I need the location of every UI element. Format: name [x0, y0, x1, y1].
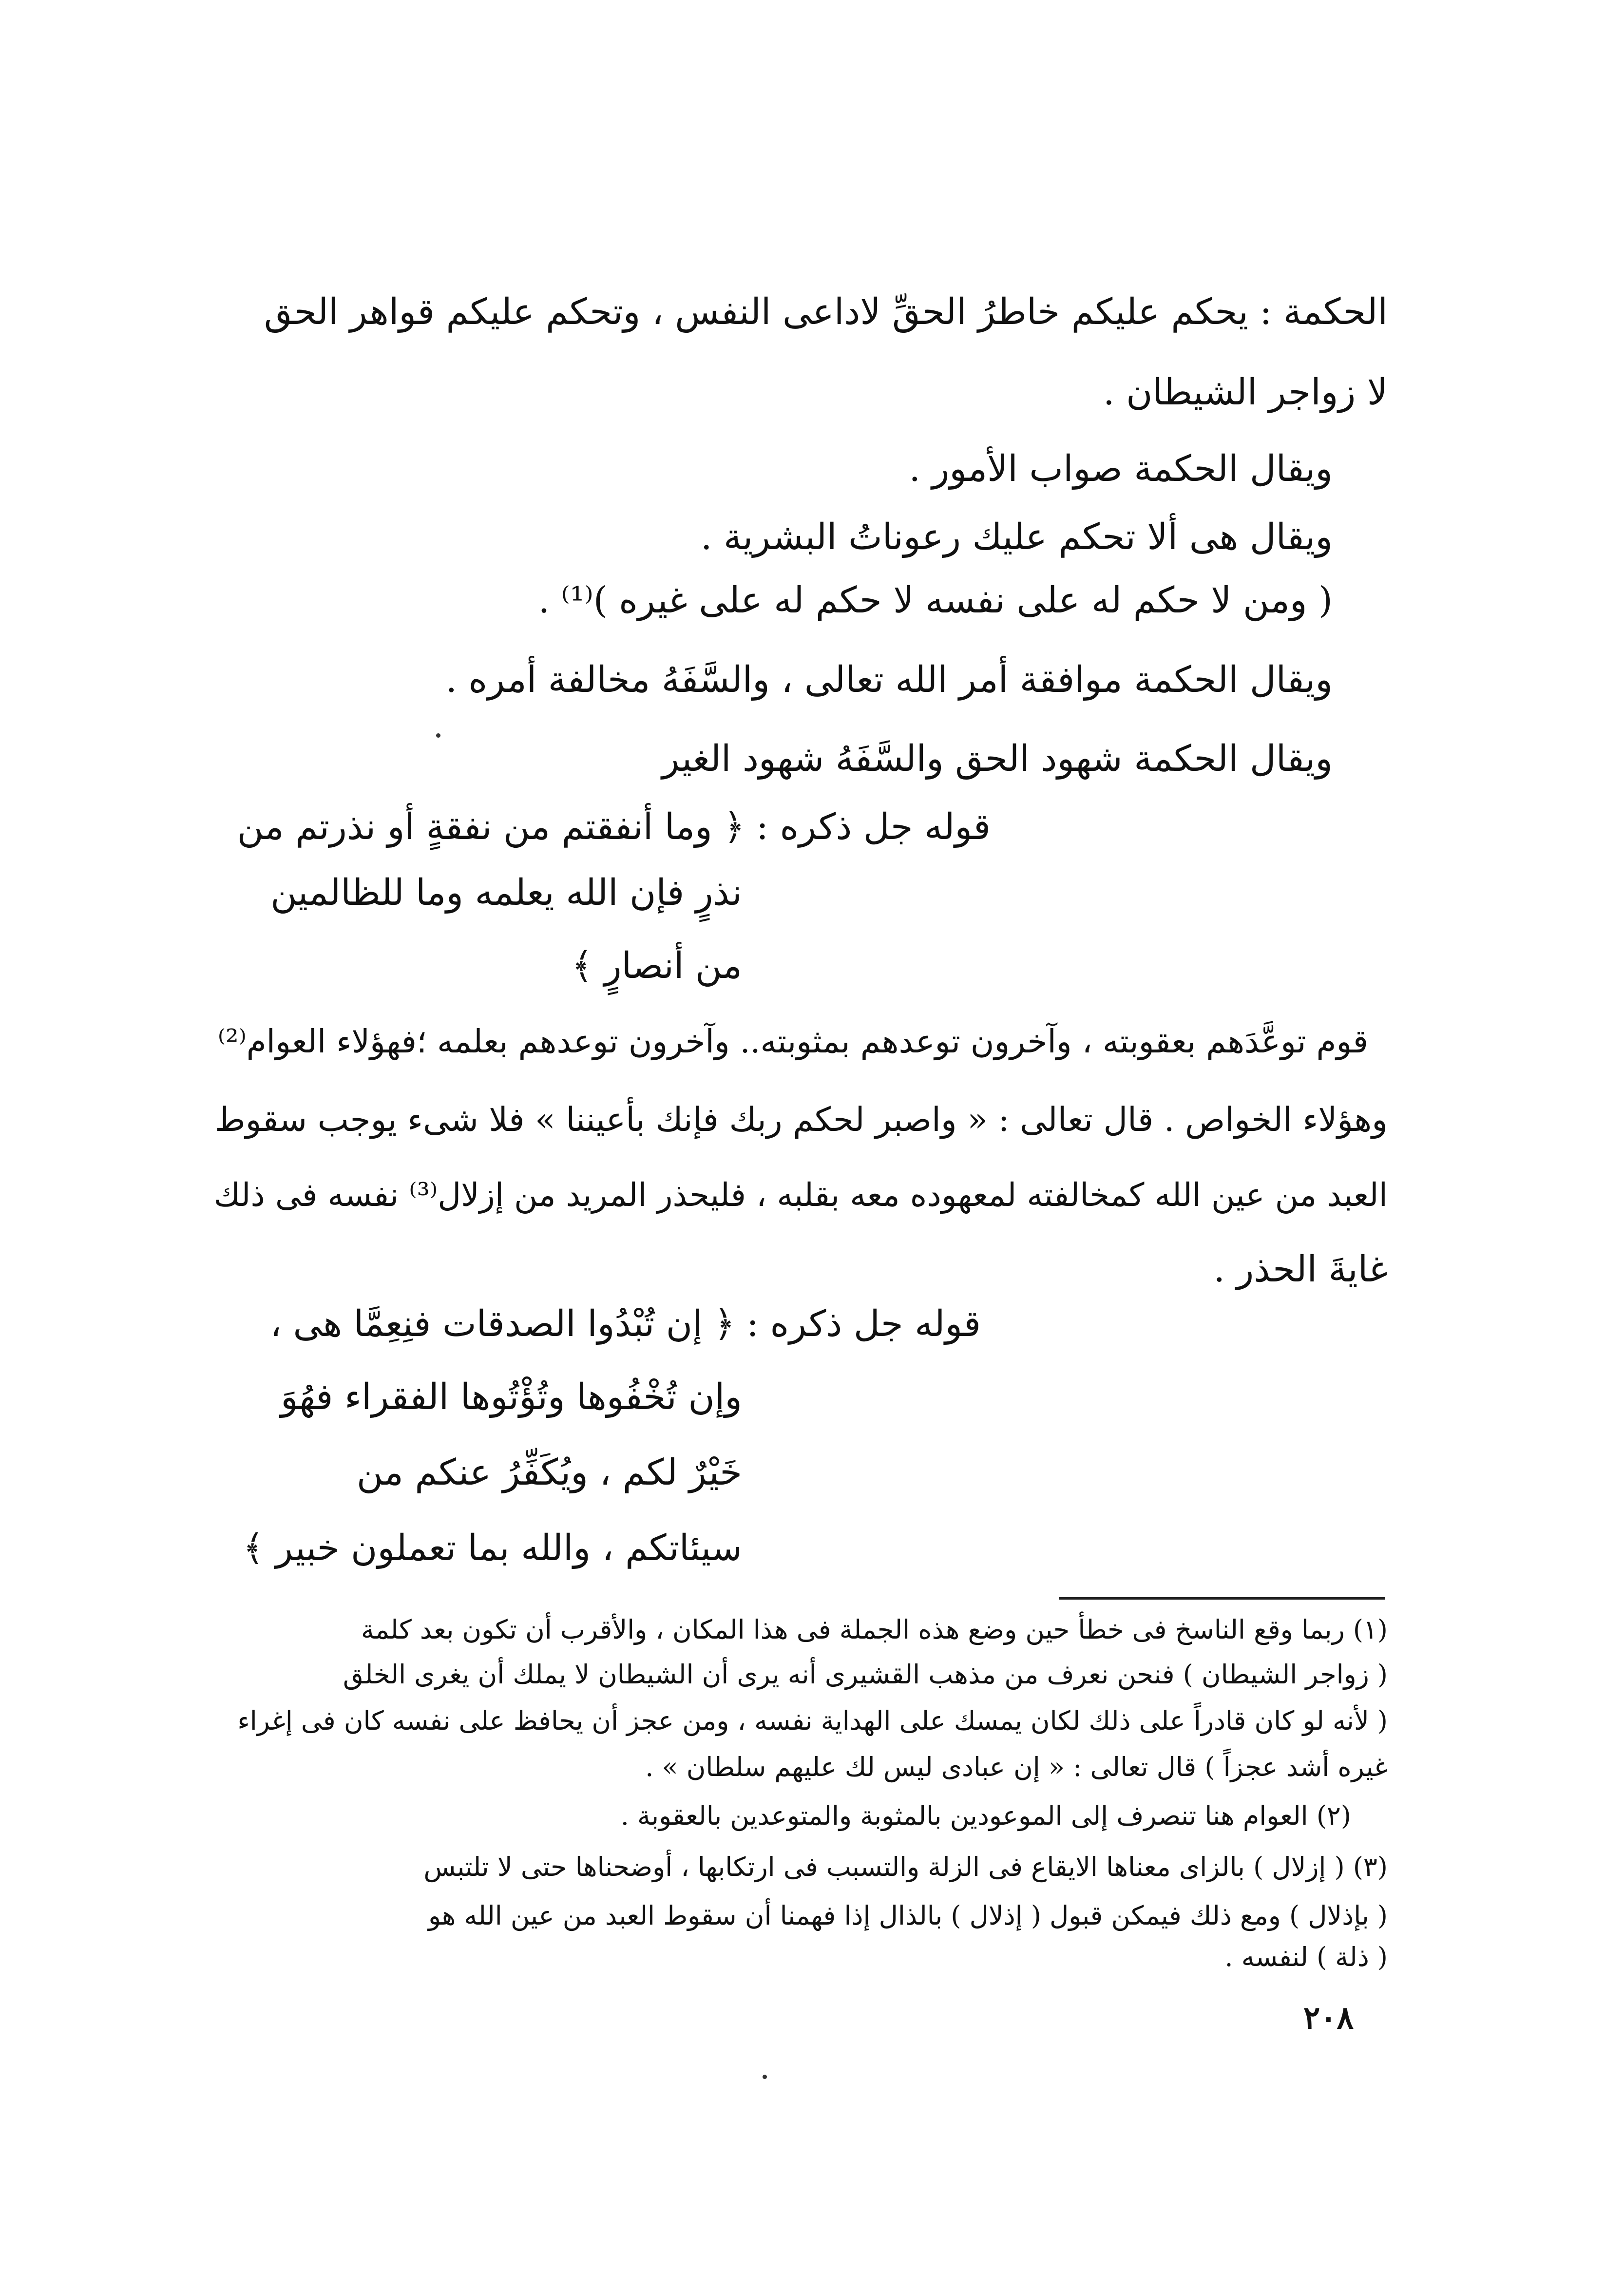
footnote-line: (٢) العوام هنا تنصرف إلى الموعودين بالمثوبة والمتوعدين بالعقوبة .: [620, 1800, 1351, 1831]
body-line: الحكمة : يحكم عليكم خاطرُ الحقِّ لاداعى النفس ، وتحكم عليكم قواهر الحق: [264, 291, 1388, 333]
footnote-line: غيره أشد عجزاً ) قال تعالى : « إن عبادى ليس لك عليهم سلطان » .: [645, 1752, 1388, 1782]
saying-line: ويقال هى ألا تحكم عليك رعوناتُ البشرية .: [700, 516, 1333, 558]
scan-speck: [763, 2075, 767, 2079]
page-number: ٢٠٨: [1303, 2000, 1354, 2036]
footnote-separator: [1059, 1597, 1385, 1600]
footnote-line: ( زواجر الشيطان ) فنحن نعرف من مذهب القشيرى أنه يرى أن الشيطان لا يملك أن يغرى الخلق: [343, 1659, 1388, 1690]
footnote-line: (٣) ( إزلال ) بالزاى معناها الايقاع فى الزلة والتسبب فى ارتكابها ، أوضحناها حتى لا تلتبس: [423, 1852, 1388, 1882]
body-line: لا زواجر الشيطان .: [1103, 371, 1388, 413]
footnote-line: (١) ربما وقع الناسخ فى خطأ حين وضع هذه الجملة فى هذا المكان ، والأقرب أن تكون بعد كلمة: [361, 1614, 1388, 1645]
body-line: وهؤلاء الخواص . قال تعالى : « واصبر لحكم ربك فإنك بأعيننا » فلا شىء يوجب سقوط: [214, 1101, 1388, 1139]
saying-line: ويقال الحكمة شهود الحق والسَّفَهُ شهود الغير: [662, 738, 1333, 780]
footnote-line: ( ذلة ) لنفسه .: [1224, 1942, 1388, 1972]
verse-line: نذرٍ فإن الله يعلمه وما للظالمين: [270, 872, 742, 914]
body-line: العبد من عين الله كمخالفته لمعهوده معه بقلبه ، فليحذر المريد من إزلال⁽³⁾ نفسه فى ذلك: [213, 1176, 1388, 1214]
footnote-line: ( لأنه لو كان قادراً على ذلك لكان يمسك على الهداية نفسه ، ومن عجز أن يحافظ على نفسه كان فى إغراء: [237, 1705, 1388, 1736]
saying-line: ويقال الحكمة صواب الأمور .: [909, 448, 1333, 490]
verse-line: وإن تُخْفُوها وتُؤْتُوها الفقراء فهُوَ: [280, 1376, 742, 1418]
verse-line: قوله جل ذكره : ﴿ وما أنفقتم من نفقةٍ أو نذرتم من: [237, 806, 991, 848]
footnote-line: ( بإذلال ) ومع ذلك فيمكن قبول ( إذلال ) بالذال إذا فهمنا أن سقوط العبد من عين الله هو: [428, 1900, 1388, 1931]
saying-line: ( ومن لا حكم له على نفسه لا حكم له على غيره )⁽¹⁾ .: [538, 579, 1333, 621]
verse-line: خَيْرٌ لكم ، ويُكَفِّرُ عنكم من: [356, 1451, 742, 1493]
body-line: قوم توعَّدَهم بعقوبته ، وآخرون توعدهم بمثوبته.. وآخرون توعدهم بعلمه ؛فهؤلاء العوام⁽²⁾: [217, 1023, 1368, 1060]
verse-line: قوله جل ذكره : ﴿ إن تُبْدُوا الصدقات فنِعِمَّا هى ،: [270, 1303, 981, 1345]
saying-line: ويقال الحكمة موافقة أمر الله تعالى ، والسَّفَهُ مخالفة أمره .: [445, 659, 1333, 701]
body-line: غايةَ الحذر .: [1213, 1248, 1388, 1290]
scan-speck: [436, 733, 440, 738]
verse-line: من أنصارٍ ﴾: [572, 945, 742, 987]
verse-line: سيئاتكم ، والله بما تعملون خبير ﴾: [243, 1527, 742, 1569]
